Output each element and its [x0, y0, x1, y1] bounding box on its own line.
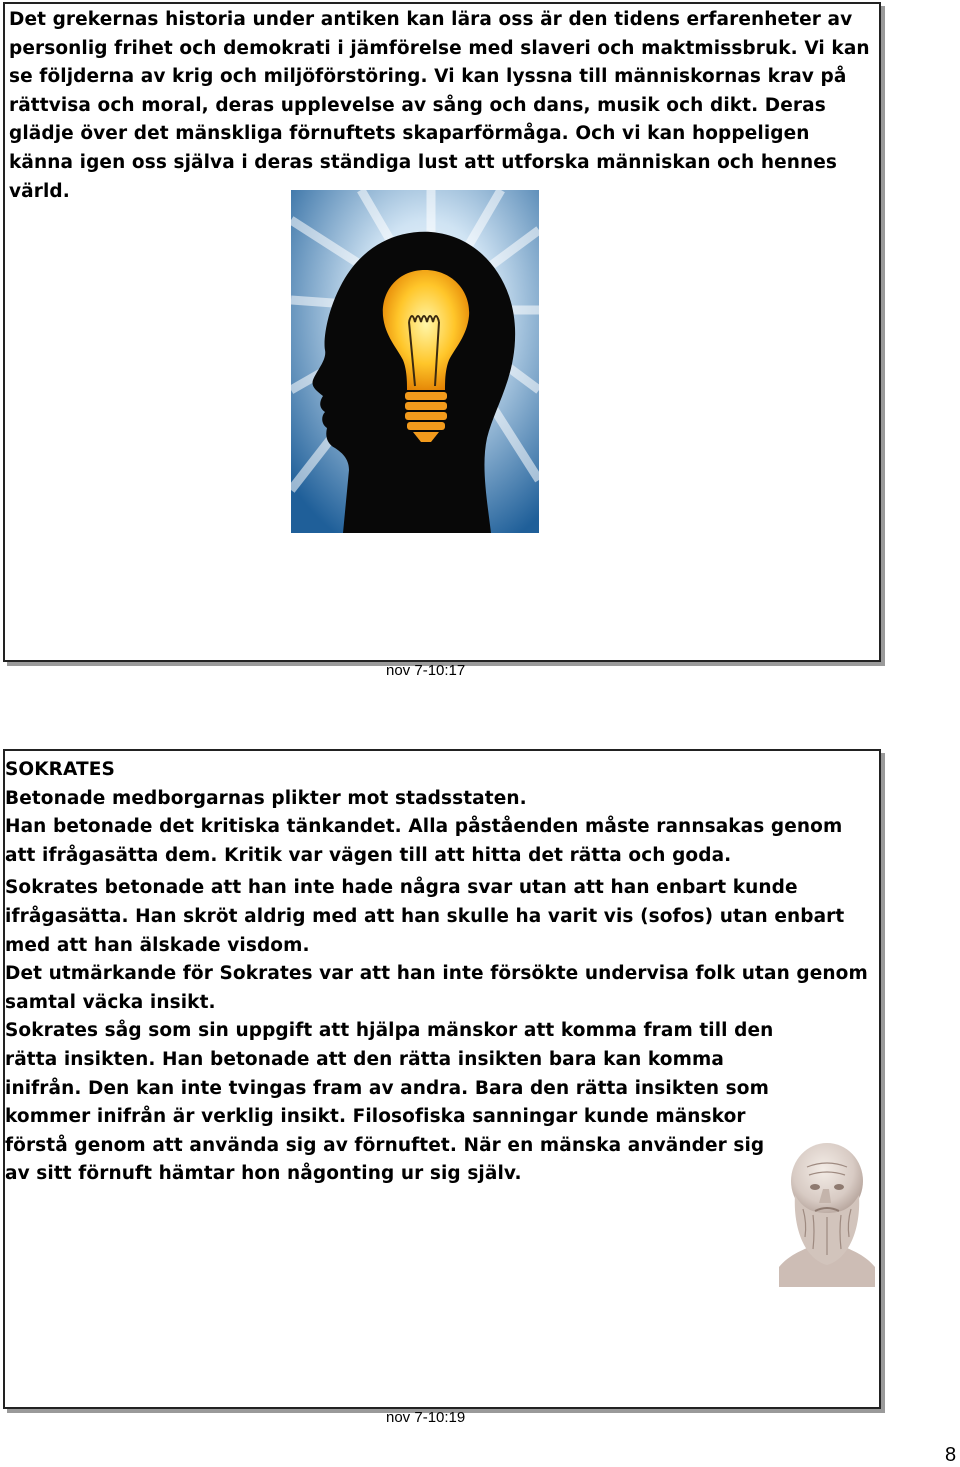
slide-2-heading: SOKRATES — [5, 759, 115, 780]
slide-2 — [3, 749, 881, 1409]
slide-2-paragraph-2: Han betonade det kritiska tänkandet. Alla påståenden måste rannsakas genom att ifrågasätta dem. Kritik var vägen till att hitta det rätta och goda. — [5, 816, 843, 866]
socrates-bust-image — [779, 1139, 875, 1287]
slide-1-timestamp: nov 7-10:17 — [386, 662, 466, 679]
head-lightbulb-image — [291, 190, 539, 533]
slide-2-paragraph-3: Sokrates betonade att han inte hade några svar utan att han enbart kunde ifrågasätta. Han skröt aldrig med att han skulle ha varit vis (sofos) utan enbart med att han älskade visdom. — [5, 877, 845, 956]
slide-2-timestamp: nov 7-10:19 — [386, 1409, 466, 1426]
slide-1 — [3, 2, 881, 662]
page-number: 8 — [945, 1444, 957, 1466]
slide-2-paragraph-5: Sokrates såg som sin uppgift att hjälpa mänskor att komma fram till den rätta insikten. Han betonade att den rätta insikten bara kan komma inifrån. Den kan inte tvingas fram av andra. Bara den rätta insikten som kommer inifrån är verklig insikt. Filosofiska sanningar kunde mänskor förstå genom att använda sig av förnuftet. När en mänska använder sig av sitt förnuft hämtar hon någonting ur sig själv. — [5, 1020, 774, 1185]
slide-2-paragraph-1: Betonade medborgarnas plikter mot stadsstaten. — [5, 787, 527, 809]
slide-2-paragraph-4: Det utmärkande för Sokrates var att han inte försökte undervisa folk utan genom samtal väcka insikt. — [5, 963, 868, 1013]
slide-1-text: Det grekernas historia under antiken kan lära oss är den tidens erfarenheter av personlig frihet och demokrati i jämförelse med slaveri och maktmissbruk. Vi kan se följderna av krig och miljöförstöring. Vi kan lyssna till människornas krav på rättvisa och moral, deras upplevelse av sång och dans, musik och dikt. Deras glädje över det mänskliga förnuftets skaparförmåga. Och vi kan hoppeligen känna igen oss själva i deras ständiga lust att utforska människan och hennes värld. — [9, 9, 870, 202]
slide-2-text — [5, 756, 879, 1189]
